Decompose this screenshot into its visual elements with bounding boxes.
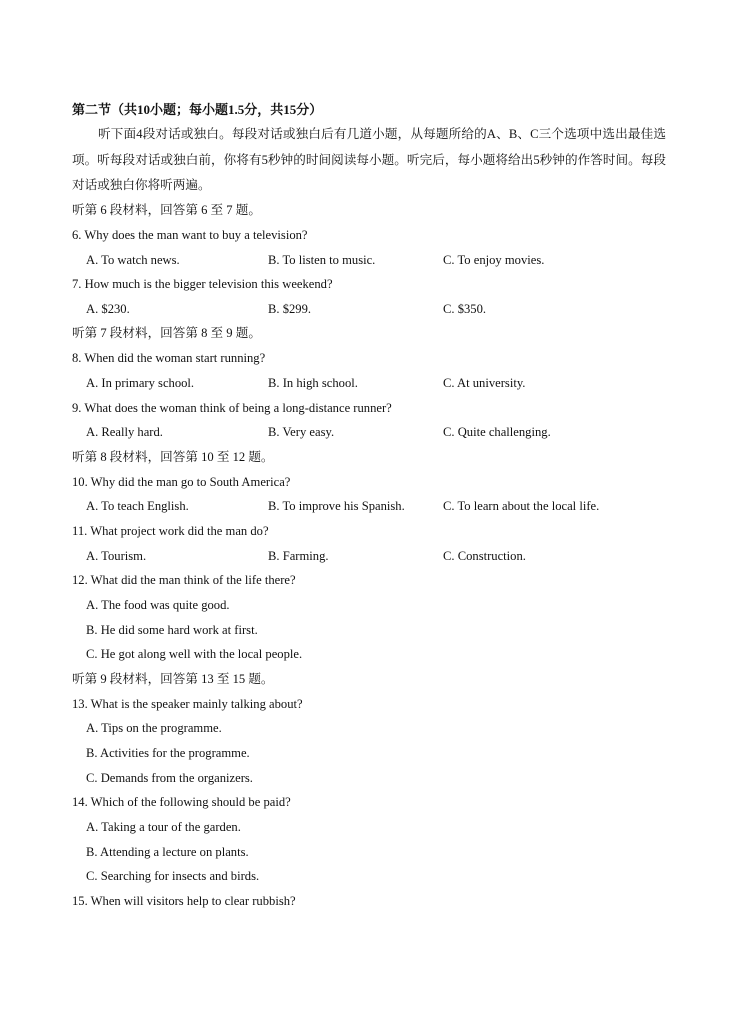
option-a: A. In primary school.	[86, 376, 195, 390]
option-c: C. At university.	[443, 376, 526, 390]
question-stem: 6. Why does the man want to buy a television?	[72, 228, 308, 242]
question-stem: 11. What project work did the man do?	[72, 524, 269, 538]
option-a: A. Tips on the programme.	[86, 721, 222, 735]
option-b: B. In high school.	[268, 376, 358, 390]
question-stem: 8. When did the woman start running?	[72, 351, 266, 365]
option-c: C. To learn about the local life.	[443, 499, 600, 513]
question-stem: 13. What is the speaker mainly talking about?	[72, 697, 303, 711]
option-a: A. $230.	[86, 302, 130, 316]
group-heading: 听第 6 段材料，回答第 6 至 7 题。	[72, 203, 261, 217]
option-b: B. He did some hard work at first.	[86, 623, 258, 637]
option-c: C. Demands from the organizers.	[86, 771, 253, 785]
option-a: A. Really hard.	[86, 425, 163, 439]
section-title: 第二节（共10小题；每小题1.5分，共15分）	[72, 102, 323, 117]
option-c: C. Quite challenging.	[443, 425, 551, 439]
question-stem: 10. Why did the man go to South America?	[72, 475, 291, 489]
group-heading: 听第 7 段材料，回答第 8 至 9 题。	[72, 326, 261, 340]
option-b: B. To improve his Spanish.	[268, 499, 405, 513]
question-stem: 12. What did the man think of the life there?	[72, 573, 296, 587]
option-b: B. Very easy.	[268, 425, 335, 439]
group-heading: 听第 9 段材料，回答第 13 至 15 题。	[72, 672, 274, 686]
group-heading: 听第 8 段材料，回答第 10 至 12 题。	[72, 450, 274, 464]
option-a: A. The food was quite good.	[86, 598, 230, 612]
option-c: C. To enjoy movies.	[443, 253, 545, 267]
option-b: B. Activities for the programme.	[86, 746, 250, 760]
option-c: C. $350.	[443, 302, 487, 316]
section-instructions: 听下面4段对话或独白。每段对话或独白后有几道小题，从每题所给的A、B、C三个选项中选出最佳选项。听每段对话或独白前，你将有5秒钟的时间阅读每小题。听完后，每小题将给出5秒钟的作答时间。每段对话或独白你将听两遍。	[72, 127, 666, 192]
option-b: B. $299.	[268, 302, 312, 316]
question-stem: 15. When will visitors help to clear rubbish?	[72, 894, 296, 908]
option-a: A. To teach English.	[86, 499, 189, 513]
question-stem: 7. How much is the bigger television this weekend?	[72, 277, 333, 291]
option-c: C. He got along well with the local people.	[86, 647, 303, 661]
option-a: A. To watch news.	[86, 253, 180, 267]
option-b: B. Attending a lecture on plants.	[86, 845, 249, 859]
option-c: C. Construction.	[443, 549, 526, 563]
question-stem: 9. What does the woman think of being a long-distance runner?	[72, 401, 392, 415]
option-c: C. Searching for insects and birds.	[86, 869, 260, 883]
option-b: B. To listen to music.	[268, 253, 376, 267]
option-a: A. Tourism.	[86, 549, 147, 563]
question-stem: 14. Which of the following should be paid?	[72, 795, 291, 809]
option-a: A. Taking a tour of the garden.	[86, 820, 241, 834]
option-b: B. Farming.	[268, 549, 329, 563]
